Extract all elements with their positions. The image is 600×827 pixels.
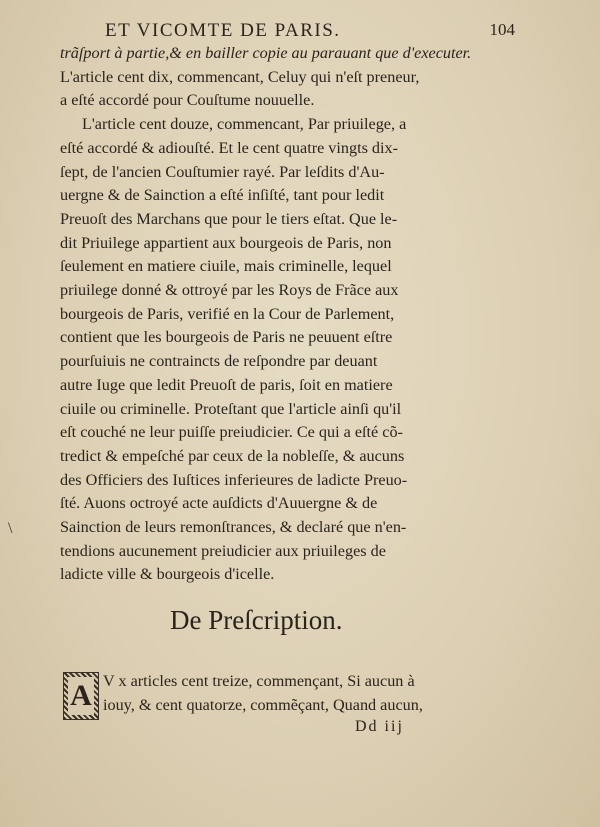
text-line: dit Priuilege appartient aux bourgeois de Paris, non [60,233,392,252]
text-line: bourgeois de Paris, verifié en la Cour de Parlement, [60,304,395,323]
signature-mark: Dd iij [355,718,404,735]
text-line: trãſport à partie,& en bailler copie au parauant que d'executer. [60,44,472,62]
text-line: ciuile ou criminelle. Proteſtant que l'article ainſi qu'il [60,399,402,418]
text-line: Preuoſt des Marchans que pour le tiers eſtat. Que le- [60,209,398,228]
text-line: ſept, de l'ancien Couſtumier rayé. Par leſdits d'Au- [60,162,385,181]
text-line: ſté. Auons octroyé acte auſdicts d'Auuergne & de [60,494,378,513]
text-line: a eſté accordé pour Couſtume nouuelle. [60,91,315,110]
section-line-1: V x articles cent treize, commençant, Si aucun à [103,672,415,690]
text-line: des Officiers des Iuſtices inferieures de ladicte Preuo- [60,470,408,489]
text-line: priuilege donné & ottroyé par les Roys de Frãce aux [60,281,399,300]
text-line: eſté accordé & adiouſté. Et le cent quatre vingts dix- [60,138,399,157]
text-line: tredict & empeſché par ceux de la nobleſſe, & aucuns [60,446,405,465]
header-title: ET VICOMTE DE PARIS. [105,20,341,41]
text-line: eſt couché ne leur puiſſe preiudicier. Ce qui a eſté cõ- [60,423,403,442]
text-line: pourſuiuis ne contraincts de reſpondre par deuant [60,352,378,371]
text-line: autre Iuge que ledit Preuoſt de paris, ſoit en matiere [60,375,393,394]
margin-mark: \ [8,520,13,537]
text-line: Sainction de leurs remonſtrances, & declaré que n'en- [60,518,407,537]
section-line-2: iouy, & cent quatorze, commẽçant, Quand aucun, [103,695,423,714]
text-line: L'article cent douze, commencant, Par priuilege, a [82,115,407,134]
running-header [105,20,515,42]
text-line: ſeulement en matiere ciuile, mais criminelle, lequel [60,257,392,276]
text-line: ladicte ville & bourgeois d'icelle. [60,565,275,584]
body-text [60,42,500,587]
text-line: tendions aucunement preiudicier aux priuileges de [60,541,386,560]
text-line: contient que les bourgeois de Paris ne peuuent eſtre [60,328,393,347]
decorated-initial: A [63,672,99,720]
text-line: uergne & de Sainction a eſté inſiſté, tant pour ledit [60,186,385,205]
text-line: L'article cent dix, commencant, Celuy qui n'eſt preneur, [60,67,420,86]
section-title: De Preſcription. [170,605,343,635]
section-text [63,670,503,717]
page-number: 104 [489,20,515,39]
